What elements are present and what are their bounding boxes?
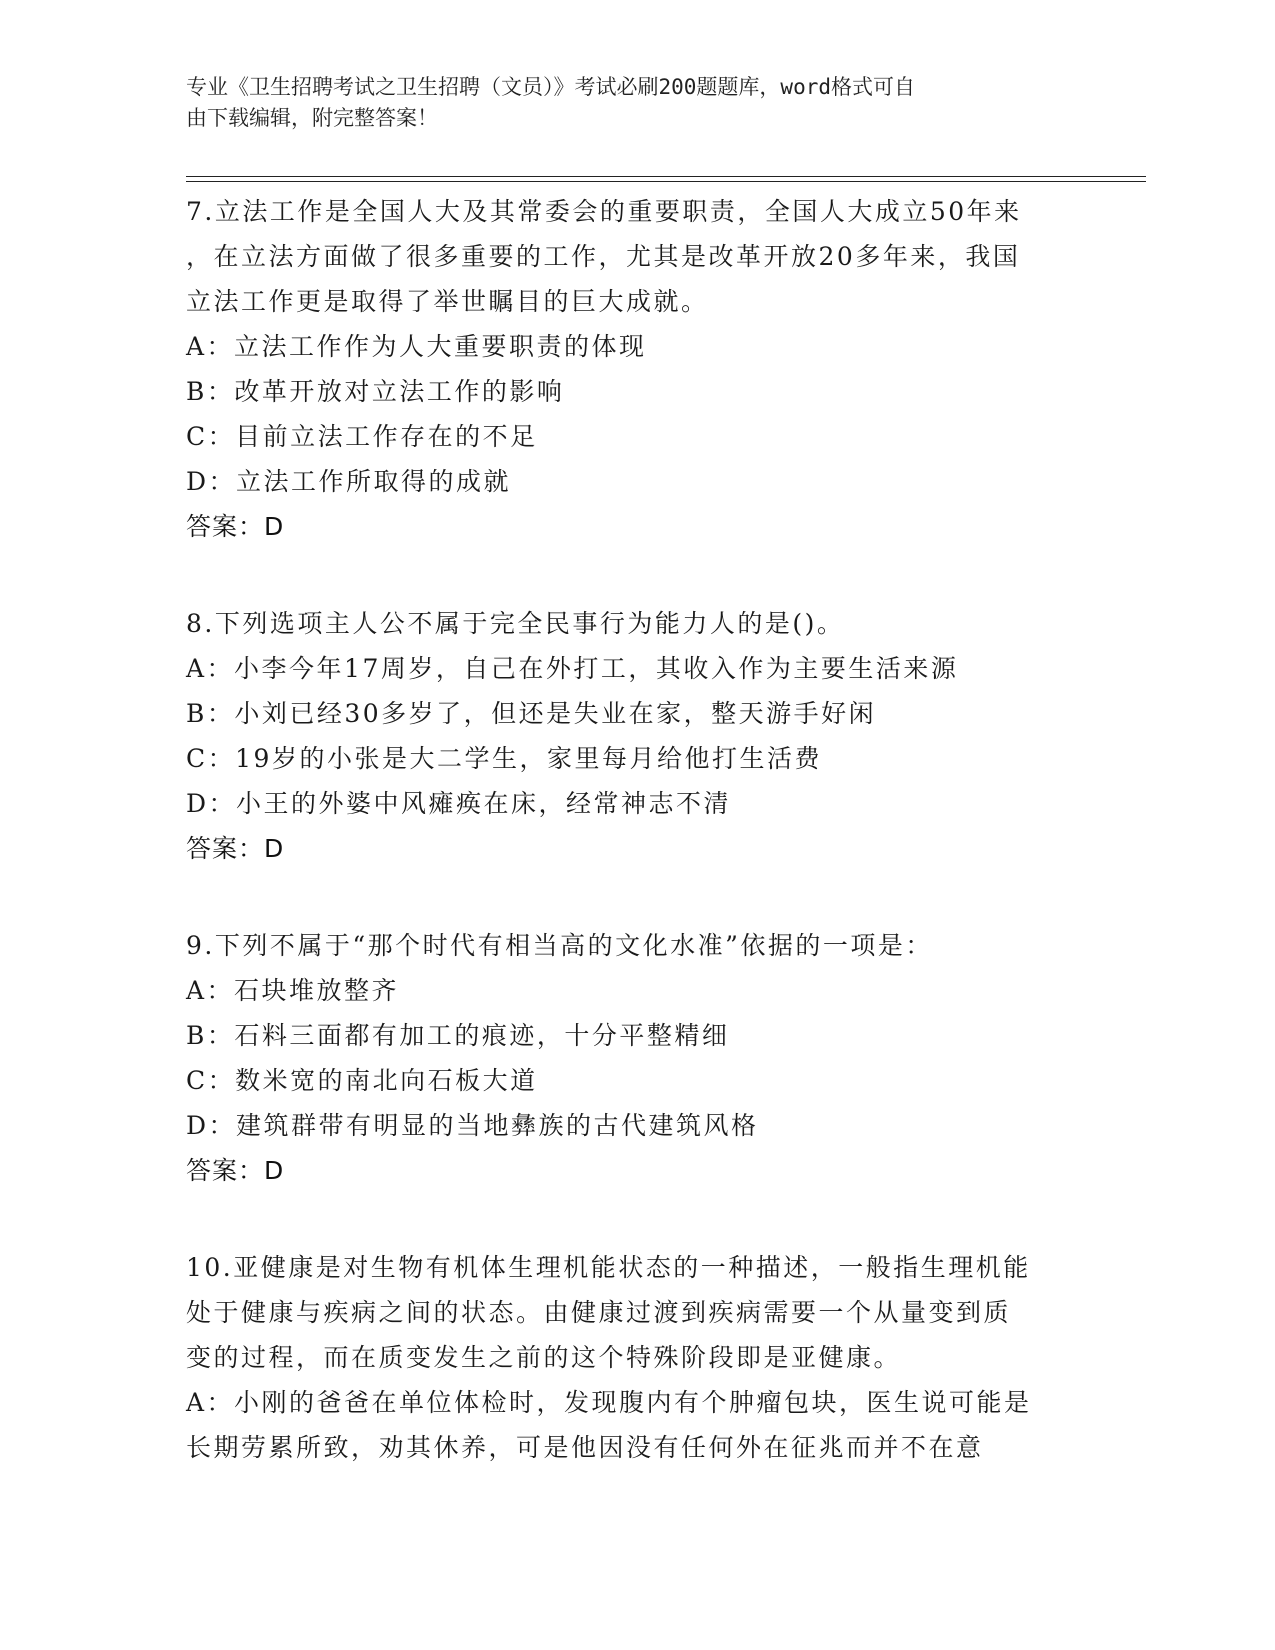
option-b: B：小刘已经30多岁了，但还是失业在家，整天游手好闲 <box>186 699 877 728</box>
option-c: C：数米宽的南北向石板大道 <box>186 1066 538 1095</box>
option-c: C：目前立法工作存在的不足 <box>186 422 538 451</box>
question-stem-line: 变的过程，而在质变发生之前的这个特殊阶段即是亚健康。 <box>186 1343 902 1372</box>
question-stem-line: 8.下列选项主人公不属于完全民事行为能力人的是()。 <box>186 609 845 638</box>
question-9 <box>186 923 1066 1193</box>
option-c: C：19岁的小张是大二学生，家里每月给他打生活费 <box>186 744 822 773</box>
question-stem-line: 9.下列不属于“那个时代有相当高的文化水准”依据的一项是： <box>186 931 933 960</box>
header-divider <box>186 181 1146 182</box>
question-7 <box>186 189 1066 549</box>
question-stem-line: ，在立法方面做了很多重要的工作，尤其是改革开放20多年来，我国 <box>186 242 1021 271</box>
option-d: D：建筑群带有明显的当地彝族的古代建筑风格 <box>186 1111 759 1140</box>
answer-label: 答案：D <box>186 1156 285 1185</box>
option-a: A：石块堆放整齐 <box>186 976 400 1005</box>
question-10 <box>186 1245 1066 1470</box>
header-line: 专业《卫生招聘考试之卫生招聘（文员）》考试必刷200题题库，word格式可自 <box>186 75 915 99</box>
option-d: D：小王的外婆中风瘫痪在床，经常神志不清 <box>186 789 732 818</box>
answer-label: 答案：D <box>186 834 285 863</box>
option-b: B：石料三面都有加工的痕迹，十分平整精细 <box>186 1021 730 1050</box>
option-a: A：小刚的爸爸在单位体检时，发现腹内有个肿瘤包块，医生说可能是 <box>186 1388 1032 1417</box>
answer-label: 答案：D <box>186 512 285 541</box>
header-divider <box>186 176 1146 177</box>
question-8 <box>186 601 1066 871</box>
option-a-continued: 长期劳累所致，劝其休养，可是他因没有任何外在征兆而并不在意 <box>186 1433 984 1462</box>
question-list <box>186 189 1066 1522</box>
question-stem-line: 处于健康与疾病之间的状态。由健康过渡到疾病需要一个从量变到质 <box>186 1298 1012 1327</box>
question-stem-line: 7.立法工作是全国人大及其常委会的重要职责，全国人大成立50年来 <box>186 197 1022 226</box>
header-line: 由下载编辑，附完整答案！ <box>186 106 438 130</box>
question-stem-line: 10.亚健康是对生物有机体生理机能状态的一种描述，一般指生理机能 <box>186 1253 1031 1282</box>
option-b: B：改革开放对立法工作的影响 <box>186 377 565 406</box>
option-a: A：小李今年17周岁，自己在外打工，其收入作为主要生活来源 <box>186 654 959 683</box>
option-d: D：立法工作所取得的成就 <box>186 467 512 496</box>
option-a: A：立法工作作为人大重要职责的体现 <box>186 332 647 361</box>
document-header <box>186 72 1066 134</box>
question-stem-line: 立法工作更是取得了举世瞩目的巨大成就。 <box>186 287 709 316</box>
